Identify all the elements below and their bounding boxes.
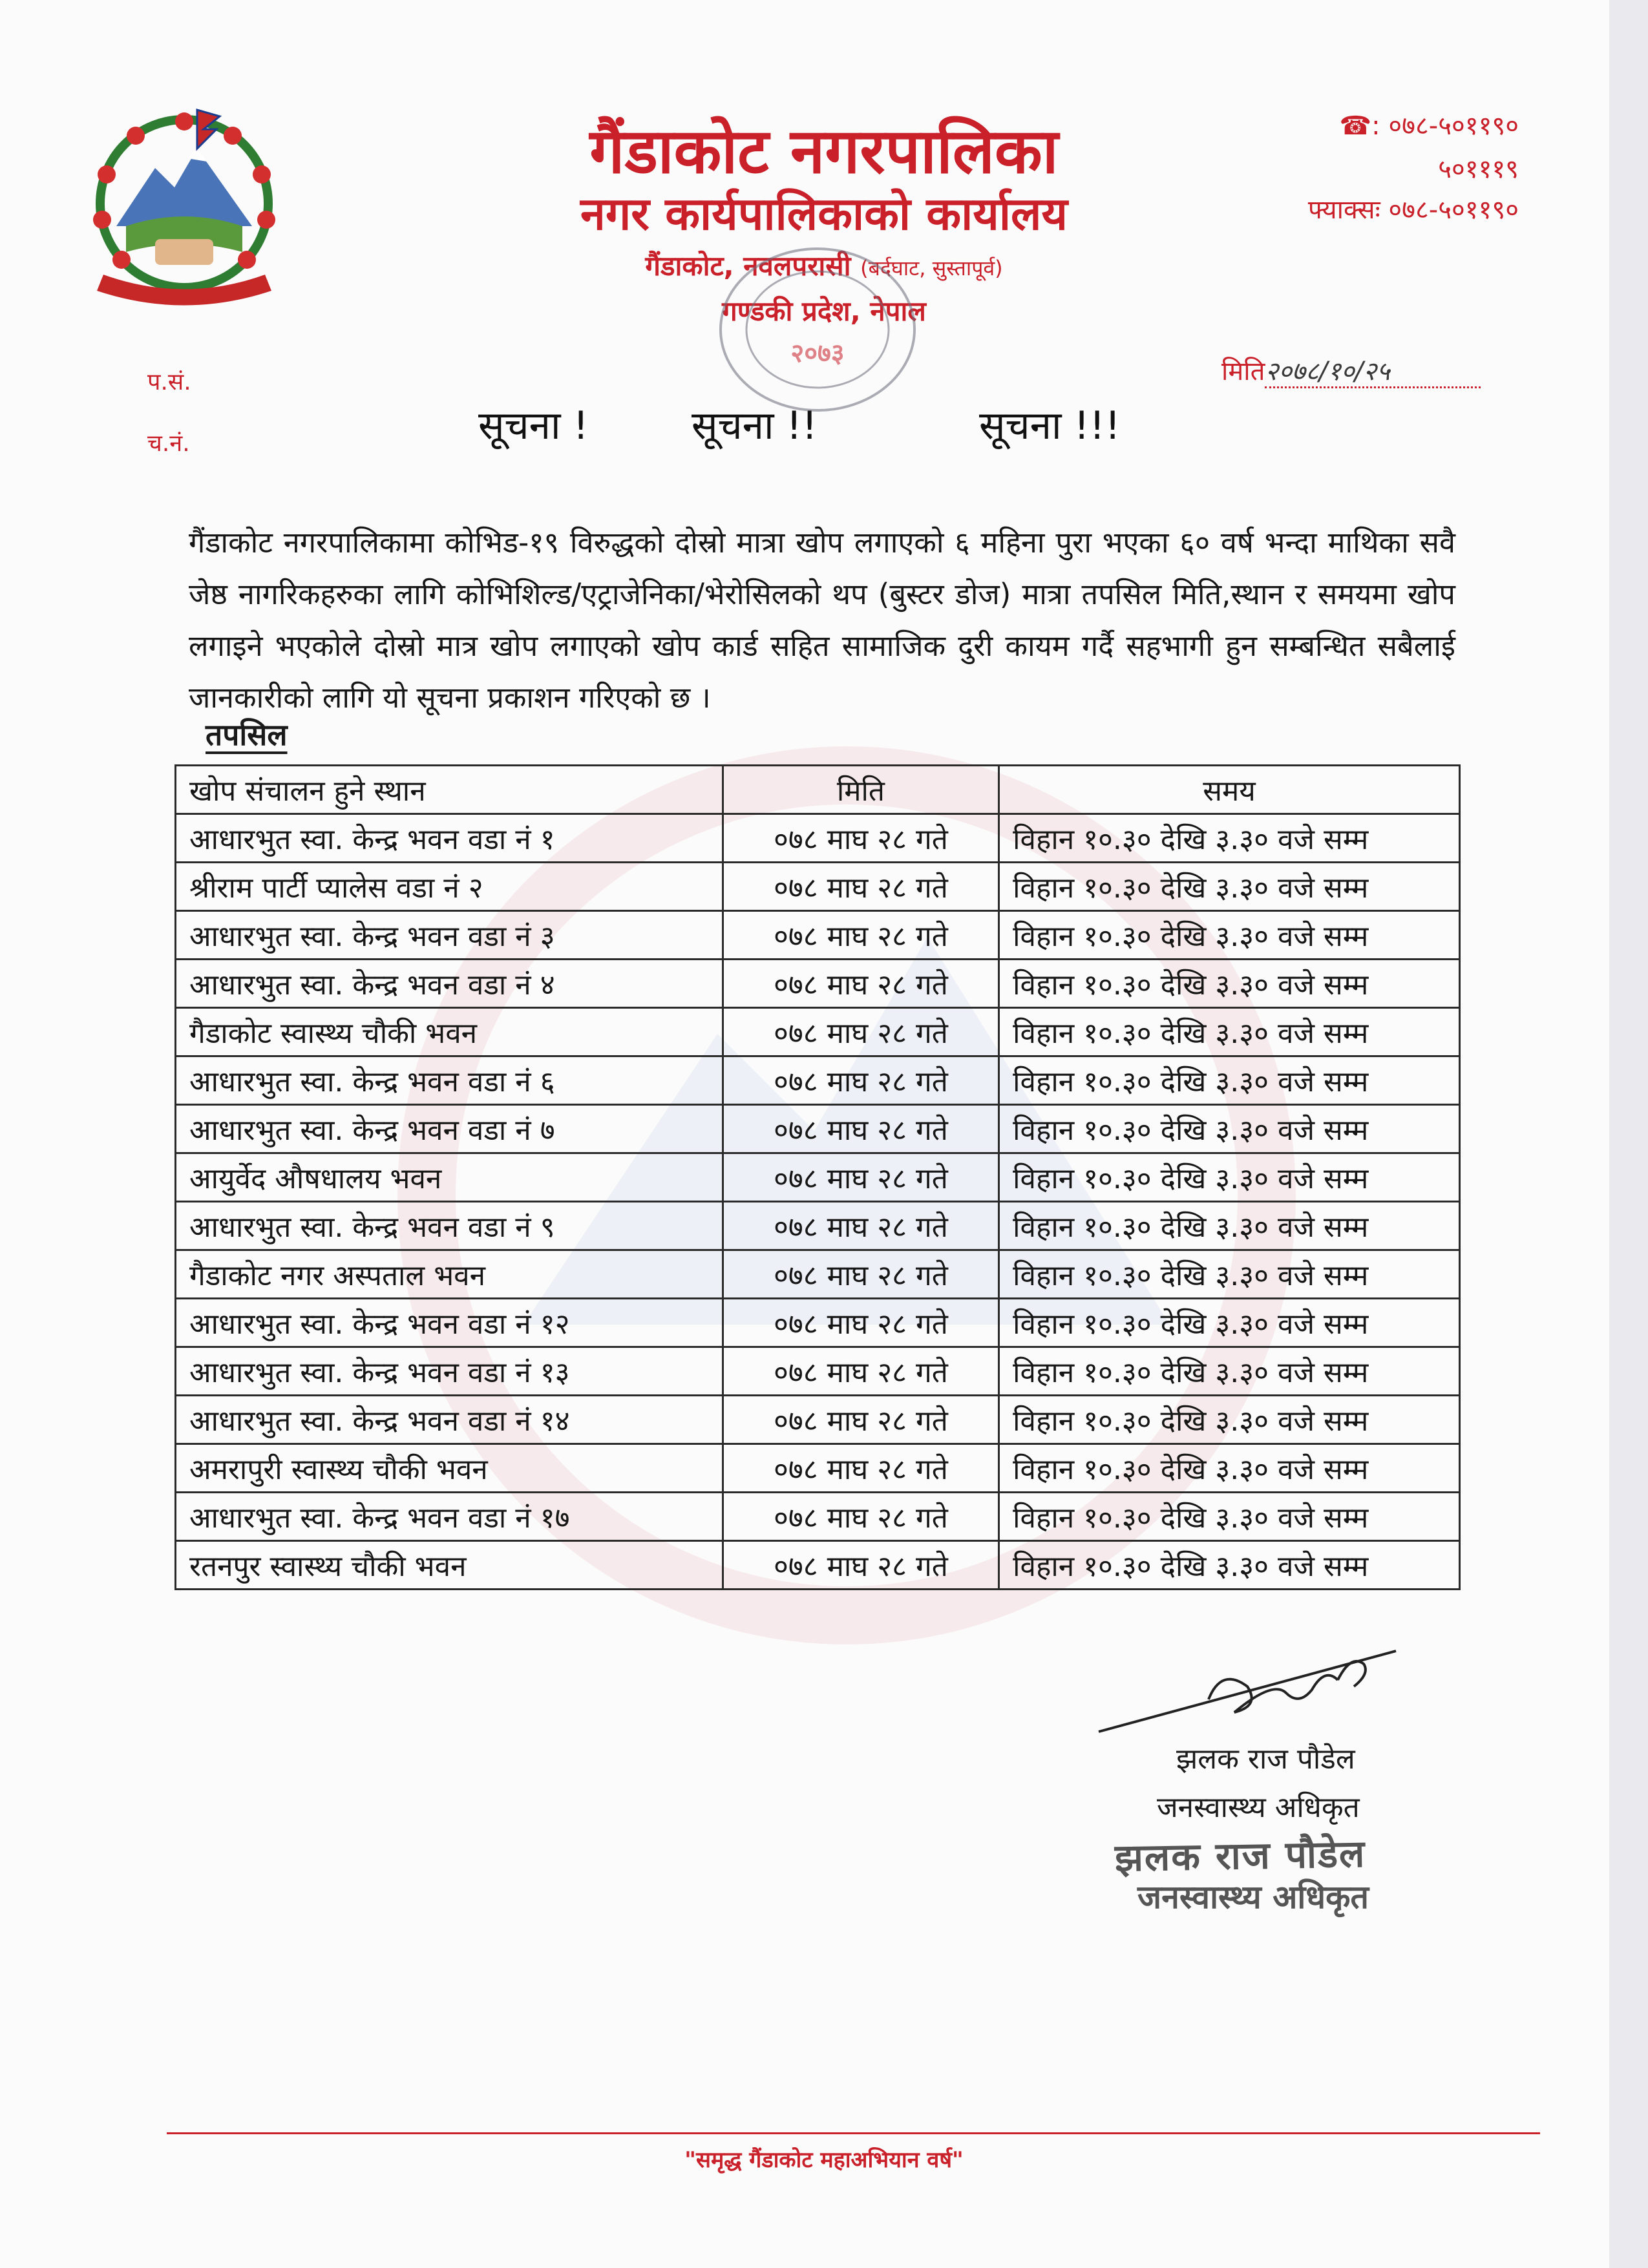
cell-location: आधारभुत स्वा. केन्द्र भवन वडा नं ९ — [176, 1202, 723, 1250]
signature-scribble-icon — [1092, 1641, 1402, 1745]
table-row — [176, 1541, 1460, 1590]
signatory-name: झलक राज पौडेल — [1176, 1743, 1355, 1776]
cell-time: विहान १०.३० देखि ३.३० वजे सम्म — [999, 1153, 1460, 1202]
cell-date: ०७८ माघ २८ गते — [723, 1008, 998, 1056]
signatory-stamp-title: जनस्वास्थ्य अधिकृत — [1137, 1878, 1369, 1916]
address-main: गैंडाकोट, नवलपरासी — [645, 250, 851, 282]
page-edge — [1609, 0, 1648, 2268]
municipality-title: गैंडाकोट नगरपालिका — [589, 115, 1059, 187]
header-location: खोप संचालन हुने स्थान — [176, 766, 723, 814]
cell-location: आयुर्वेद औषधालय भवन — [176, 1153, 723, 1202]
cell-date: ०७८ माघ २८ गते — [723, 1105, 998, 1153]
signatory-stamp-name: झलक राज पौडेल — [1114, 1831, 1366, 1880]
table-row — [176, 1347, 1460, 1396]
cell-location: आधारभुत स्वा. केन्द्र भवन वडा नं १७ — [176, 1493, 723, 1541]
cell-date: ०७८ माघ २८ गते — [723, 1444, 998, 1493]
cell-location: आधारभुत स्वा. केन्द्र भवन वडा नं १३ — [176, 1347, 723, 1396]
footer-divider — [167, 2132, 1540, 2134]
tapsil-heading: तपसिल — [206, 717, 288, 752]
cell-location: रतनपुर स्वास्थ्य चौकी भवन — [176, 1541, 723, 1590]
cell-date: ०७८ माघ २८ गते — [723, 814, 998, 863]
cell-location: आधारभुत स्वा. केन्द्र भवन वडा नं १२ — [176, 1299, 723, 1347]
table-row — [176, 1493, 1460, 1541]
notice-heading-1: सूचना ! — [478, 403, 589, 448]
cell-time: विहान १०.३० देखि ३.३० वजे सम्म — [999, 1056, 1460, 1105]
notice-heading-3: सूचना !!! — [979, 403, 1121, 448]
cell-location: आधारभुत स्वा. केन्द्र भवन वडा नं १४ — [176, 1396, 723, 1444]
cell-location: आधारभुत स्वा. केन्द्र भवन वडा नं ६ — [176, 1056, 723, 1105]
header-date: मिति — [723, 766, 998, 814]
address-sub: (बर्दघाट, सुस्तापूर्व) — [860, 256, 1003, 280]
header-time: समय — [999, 766, 1460, 814]
table-row — [176, 960, 1460, 1008]
phone-line-2: ५०१११९ — [1438, 154, 1519, 184]
table-row — [176, 1056, 1460, 1105]
date-label: मिति — [1221, 357, 1265, 386]
cell-date: ०७८ माघ २८ गते — [723, 960, 998, 1008]
signatory-title: जनस्वास्थ्य अधिकृत — [1157, 1791, 1360, 1824]
cell-time: विहान १०.३० देखि ३.३० वजे सम्म — [999, 1493, 1460, 1541]
cell-time: विहान १०.३० देखि ३.३० वजे सम्म — [999, 1541, 1460, 1590]
cell-time: विहान १०.३० देखि ३.३० वजे सम्म — [999, 911, 1460, 960]
cell-date: ०७८ माघ २८ गते — [723, 1299, 998, 1347]
cell-date: ०७८ माघ २८ गते — [723, 1347, 998, 1396]
office-stamp-icon — [708, 239, 927, 420]
cell-date: ०७८ माघ २८ गते — [723, 1153, 998, 1202]
table-row — [176, 1202, 1460, 1250]
cell-time: विहान १०.३० देखि ३.३० वजे सम्म — [999, 1347, 1460, 1396]
table-row — [176, 1153, 1460, 1202]
vaccination-schedule-table — [174, 764, 1461, 1590]
cell-date: ०७८ माघ २८ गते — [723, 1541, 998, 1590]
table-row — [176, 911, 1460, 960]
fax-line: फ्याक्सः ०७८-५०११९० — [1307, 195, 1519, 225]
cell-time: विहान १०.३० देखि ३.३० वजे सम्म — [999, 1250, 1460, 1299]
cell-location: गैडाकोट स्वास्थ्य चौकी भवन — [176, 1008, 723, 1056]
table-row — [176, 863, 1460, 911]
cell-time: विहान १०.३० देखि ३.३० वजे सम्म — [999, 814, 1460, 863]
cell-location: गैडाकोट नगर अस्पताल भवन — [176, 1250, 723, 1299]
patra-sankhya-label: प.सं. — [147, 369, 191, 395]
province-line: गण्डकी प्रदेश, नेपाल — [722, 295, 926, 327]
cell-date: ०७८ माघ २८ गते — [723, 1056, 998, 1105]
cell-date: ०७८ माघ २८ गते — [723, 863, 998, 911]
table-row — [176, 1250, 1460, 1299]
cell-time: विहान १०.३० देखि ३.३० वजे सम्म — [999, 1299, 1460, 1347]
cell-location: श्रीराम पार्टी प्यालेस वडा नं २ — [176, 863, 723, 911]
office-subtitle: नगर कार्यपालिकाको कार्यालय — [580, 187, 1068, 240]
phone-line-1: ☎: ०७८-५०११९० — [1339, 111, 1519, 141]
cell-time: विहान १०.३० देखि ३.३० वजे सम्म — [999, 863, 1460, 911]
footer-slogan: "समृद्ध गैंडाकोट महाअभियान वर्ष" — [684, 2147, 964, 2173]
chalani-number-label: च.नं. — [147, 430, 190, 457]
table-row — [176, 1444, 1460, 1493]
notice-heading-2: सूचना !! — [692, 403, 818, 448]
cell-time: विहान १०.३० देखि ३.३० वजे सम्म — [999, 1396, 1460, 1444]
cell-date: ०७८ माघ २८ गते — [723, 1250, 998, 1299]
stamp-year: २०७३ — [790, 339, 845, 368]
date-value: २०७८/१०/२५ — [1265, 357, 1480, 388]
cell-location: आधारभुत स्वा. केन्द्र भवन वडा नं ३ — [176, 911, 723, 960]
cell-time: विहान १०.३० देखि ३.३० वजे सम्म — [999, 1444, 1460, 1493]
cell-location: आधारभुत स्वा. केन्द्र भवन वडा नं १ — [176, 814, 723, 863]
cell-date: ०७८ माघ २८ गते — [723, 911, 998, 960]
date-field — [1221, 352, 1481, 388]
table-row — [176, 1008, 1460, 1056]
table-row — [176, 814, 1460, 863]
cell-time: विहान १०.३० देखि ३.३० वजे सम्म — [999, 1202, 1460, 1250]
table-row — [176, 1105, 1460, 1153]
table-header-row — [176, 766, 1460, 814]
cell-location: आधारभुत स्वा. केन्द्र भवन वडा नं ४ — [176, 960, 723, 1008]
cell-location: आधारभुत स्वा. केन्द्र भवन वडा नं ७ — [176, 1105, 723, 1153]
cell-time: विहान १०.३० देखि ३.३० वजे सम्म — [999, 1008, 1460, 1056]
cell-time: विहान १०.३० देखि ३.३० वजे सम्म — [999, 1105, 1460, 1153]
table-row — [176, 1396, 1460, 1444]
cell-time: विहान १०.३० देखि ३.३० वजे सम्म — [999, 960, 1460, 1008]
notice-paragraph: गैंडाकोट नगरपालिकामा कोभिड-१९ विरुद्धको दोस्रो मात्रा खोप लगाएको ६ महिना पुरा भएका ६० वर्ष भन्दा माथिका सवै जेष्ठ नागरिकहरुका लागि कोभिशिल्ड/एट्राजेनिका/भेरोसिलको थप (बुस्टर डोज) मात्रा तपसिल मिति,स्थान र समयमा खोप लगाइने भएकोले दोस्रो मात्र खोप लगाएको खोप कार्ड सहित सामाजिक दुरी कायम गर्दै सहभागी हुन सम्बन्धित सबैलाई जानकारीको लागि यो सूचना प्रकाशन गरिएको छ । — [189, 525, 1455, 715]
cell-date: ०७८ माघ २८ गते — [723, 1396, 998, 1444]
cell-date: ०७८ माघ २८ गते — [723, 1202, 998, 1250]
cell-location: अमरापुरी स्वास्थ्य चौकी भवन — [176, 1444, 723, 1493]
cell-date: ०७८ माघ २८ गते — [723, 1493, 998, 1541]
table-row — [176, 1299, 1460, 1347]
